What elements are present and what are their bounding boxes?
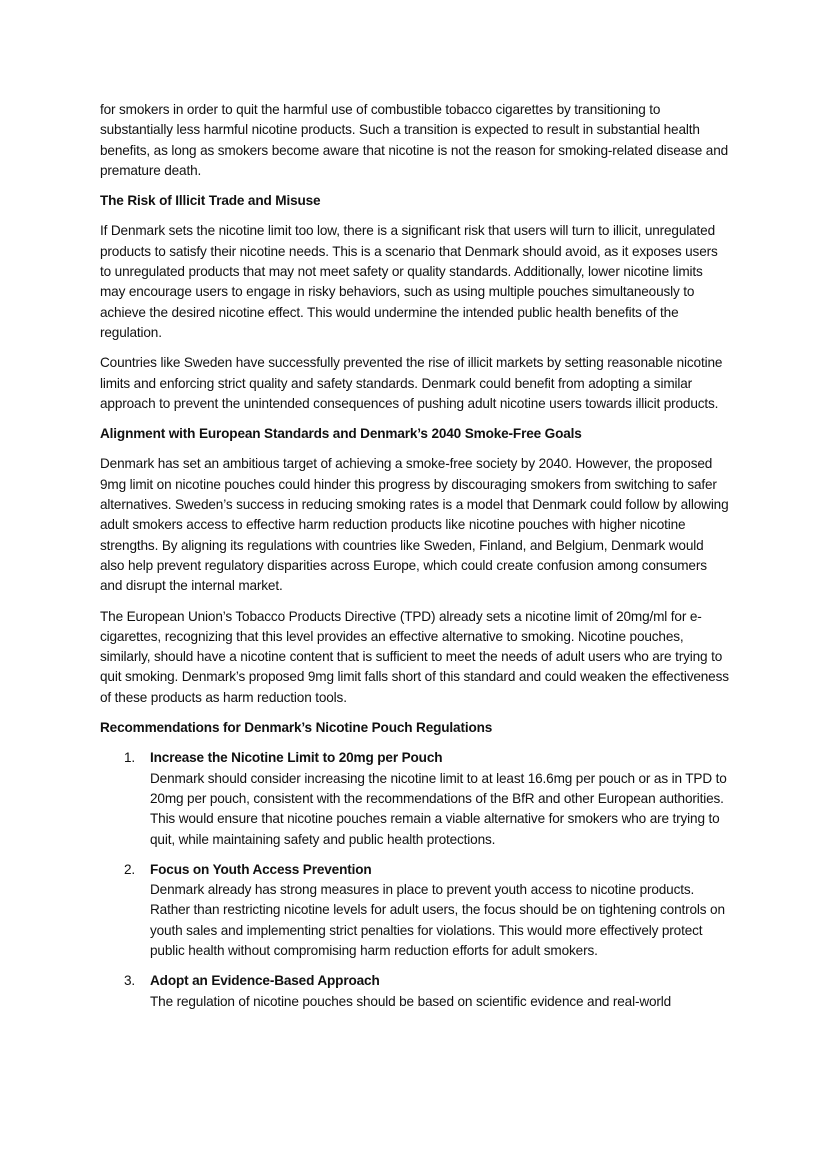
illicit-paragraph-2: Countries like Sweden have successfully prevented the rise of illicit markets by setting reasonable nicotine limits and enforcing strict quality and safety standards. Denmark could benefit from adopting a similar approach to prevent the unintended consequences of pushing adult nicotine users towards illicit products. (100, 355, 723, 411)
alignment-paragraph-1: Denmark has set an ambitious target of achieving a smoke-free society by 2040. However, the proposed 9mg limit on nicotine pouches could hinder this progress by discouraging smokers from switching to safer alternatives. Sweden’s success in reducing smoking rates is a model that Denmark could follow by allowing adult smokers access to effective harm reduction products like nicotine pouches with higher nicotine strengths. By aligning its regulations with countries like Sweden, Finland, and Belgium, Denmark would also help prevent regulatory disparities across Europe, which could create confusion among consumers and disrupt the internal market. (100, 456, 729, 594)
section-heading-alignment: Alignment with European Standards and Denmark’s 2040 Smoke-Free Goals (100, 426, 582, 442)
list-item-body: Denmark should consider increasing the nicotine limit to at least 16.6mg per pouch or as in TPD to 20mg per pouch, consistent with the recommendations of the BfR and other European authorities. This would ensure that nicotine pouches remain a viable alternative for smokers who are trying to quit, while maintaining safety and public health protections. (150, 770, 727, 847)
list-item-number: 3. (124, 973, 136, 989)
alignment-paragraph-2: The European Union’s Tobacco Products Directive (TPD) already sets a nicotine limit of 20mg/ml for e-cigarettes, recognizing that this level provides an effective alternative to smoking. Nicotine pouches, similarly, should have a nicotine content that is sufficient to meet the needs of adult users who are trying to quit smoking. Denmark’s proposed 9mg limit falls short of this standard and could weaken the effectiveness of these products as harm reduction tools. (100, 608, 729, 705)
section-heading-illicit-trade: The Risk of Illicit Trade and Misuse (100, 193, 321, 209)
list-item (100, 748, 731, 849)
list-item-title: Focus on Youth Access Prevention (150, 861, 372, 877)
list-item-title: Increase the Nicotine Limit to 20mg per Pouch (150, 750, 443, 766)
list-item-number: 2. (124, 861, 136, 877)
list-item (100, 971, 731, 1012)
list-item-title: Adopt an Evidence-Based Approach (150, 973, 380, 989)
recommendations-list (100, 748, 731, 1012)
list-item-body: Denmark already has strong measures in place to prevent youth access to nicotine products. Rather than restricting nicotine levels for adult users, the focus should be on tightening controls on youth sales and implementing strict penalties for violations. This would more effectively protect public health without compromising harm reduction efforts for adult smokers. (150, 882, 725, 958)
list-item-number: 1. (124, 750, 136, 766)
section-heading-recommendations: Recommendations for Denmark’s Nicotine Pouch Regulations (100, 720, 493, 736)
list-item-body: The regulation of nicotine pouches should be based on scientific evidence and real-world (150, 993, 672, 1009)
intro-paragraph: for smokers in order to quit the harmful use of combustible tobacco cigarettes by transitioning to substantially less harmful nicotine products. Such a transition is expected to result in substantial health benefits, as long as smokers become aware that nicotine is not the reason for smoking-related disease and premature death. (100, 102, 729, 178)
illicit-paragraph-1: If Denmark sets the nicotine limit too low, there is a significant risk that users will turn to illicit, unregulated products to satisfy their nicotine needs. This is a scenario that Denmark should avoid, as it exposes users to unregulated products that may not meet safety or quality standards. Additionally, lower nicotine limits may encourage users to engage in risky behaviors, such as using multiple pouches simultaneously to achieve the desired nicotine effect. This would undermine the intended public health benefits of the regulation. (100, 223, 718, 340)
list-item (100, 860, 731, 961)
